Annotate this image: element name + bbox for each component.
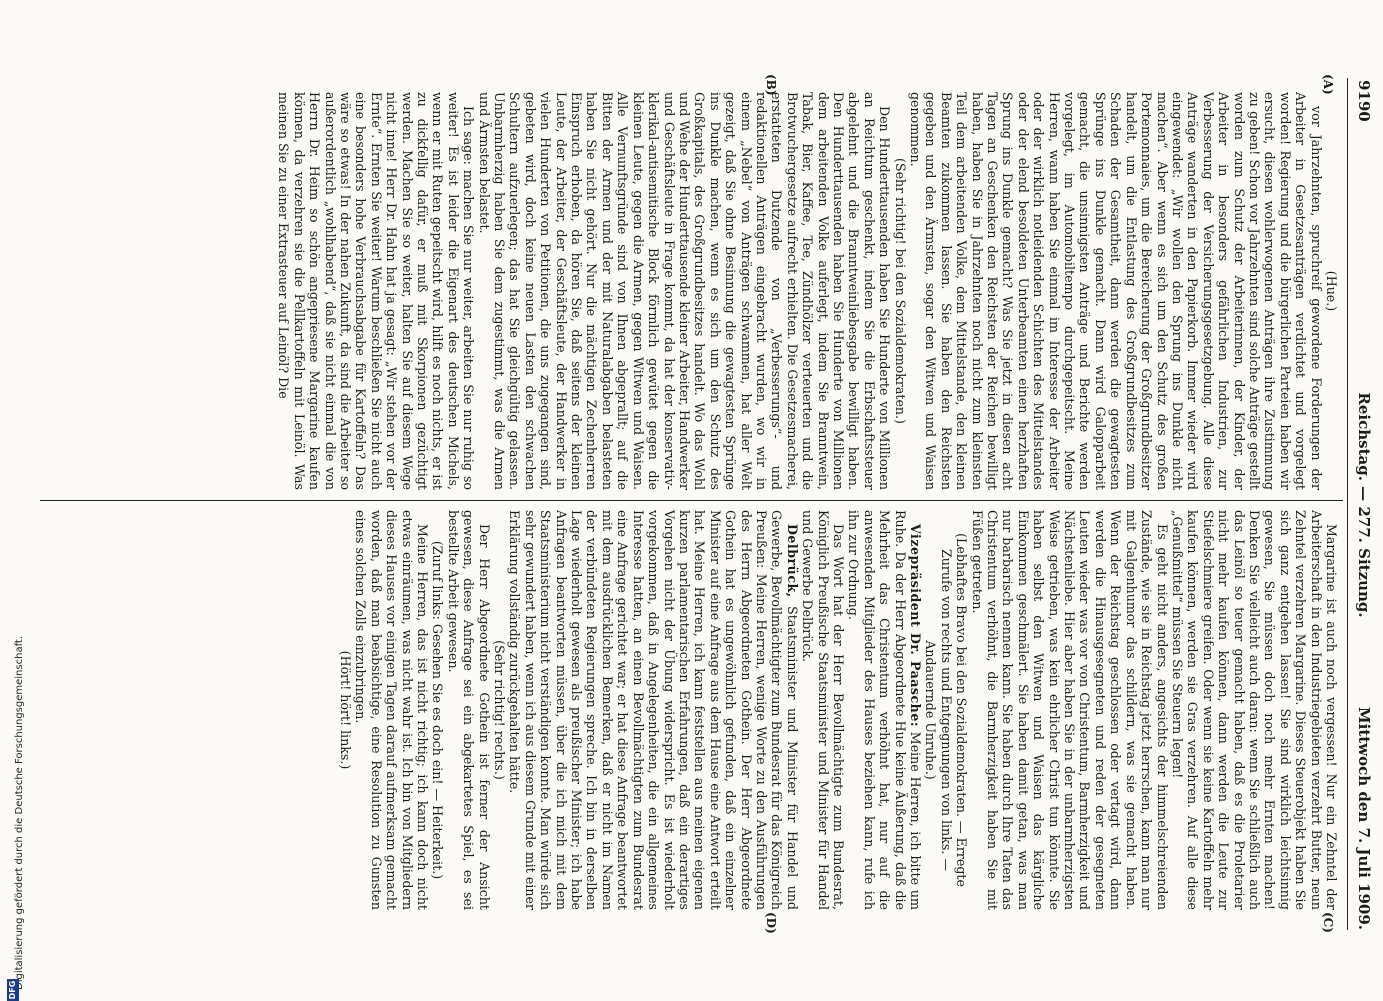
stage-direction: (Lebhaftes Bravo bei den Sozialdemokraten. — Erregte Zurufe von rechts und Entgegnungen von links. — Andauernde Unruhe.): [923, 510, 969, 910]
page-title: Reichstag. — 277. Sitzung.: [1355, 80, 1373, 930]
column-divider: [40, 500, 1343, 501]
footer: [14, 390, 20, 990]
footer-credit: Digitalisierung gefördert durch die Deutsche Forschungsgemeinschaft.: [14, 636, 25, 990]
speech-paragraph: [846, 510, 923, 910]
margin-mark-c: (C): [1321, 912, 1335, 933]
margin-mark-d: (D): [764, 912, 778, 934]
stage-direction: (Hört! hört! links.): [338, 510, 353, 910]
dfg-logo: DFG: [7, 979, 19, 1001]
body-paragraph: Margarine ist auch noch vergessen! Nur ein Zehntel der Arbeiterschaft in den Industriegebieten verzehrt Butter, neun Zehntel verzehren Margarine. Dieses Steuerobjekt haben Sie sich ganz entgehen lassen! Sie sind wirklich leichtsinnig gewesen, Sie müssen doch noch mehr Ernten machen! Denken Sie vielleicht auch daran: wenn Sie schließlich auch das Leinöl so teuer gemacht haben, daß es die Proletarier nicht mehr kaufen können, dann werden die Leute zur Stiefelschmiere greifen. Oder wenn sie keine Kartoffeln mehr kaufen können, werden sie Gras verzehren. Auf alle diese „Genußmittel“ müssen Sie Steuern legen!: [1170, 510, 1339, 910]
margin-mark-a: (A): [1321, 74, 1335, 95]
body-paragraph: Meine Herren, das ist nicht richtig; ich kann doch nicht etwas einräumen, was nicht wahr ist. Ich bin von Mitgliedern dieses Hauses vor einigen Tagen darauf aufmerksam gemacht worden, daß man beabsichtige, eine Resolution zu Gunsten eines solchen Zolls einzubringen.: [353, 510, 430, 910]
page-header: [1351, 80, 1373, 930]
right-column: [45, 510, 1339, 910]
page-number: 9190: [1355, 80, 1373, 122]
session-date: Mittwoch den 7. Juli 1909.: [1355, 707, 1373, 930]
body-paragraph: Den Hunderttausenden haben Sie Hunderte von Millionen an Reichtum geschenkt, indem Sie die Erbschaftssteuer abgelehnt und die Branntweinliebesgabe bewilligt haben. Den Hunderttausenden haben Sie Hunderte von Millionen dem arbeitenden Volke auferlegt, indem Sie Branntwein, Tabak, Bier, Kaffee, Tee, Zündhölzer verteuerten und die Brotwuchergesetze aufrecht erhielten. Die Gesetzesmacherei, erstatteten Dutzende von „Verbesserungs“- und redaktionellen Anträgen eingebracht wurden, wo wir in einem „Nebel“ von Anträgen schwammen, hat aller Welt gezeigt, daß Sie ohne Besinnung die gewagtesten Sprünge ins Dunkle machen, wenn es sich um den Schutz des Großkapitals, des Großgrundbesitzes handelt. Wo das Wohl und Wehe der Hunderttausende kleiner Arbeiter, Handwerker und Geschäftsleute in Frage kommt, da hat der konservativ-klerikal-antisemitische Block förmlich gewütet gegen die kleinen Leute, gegen die Armen, gegen Witwen und Waisen. Alle Vernunftsgründe sind von Ihnen abgeprallt; auf die Bitten der Armen und der mit Naturalabgaben belasteten haben Sie nicht gehört. Nur die mächtigen Zechenherren Einspruch erhoben, da hören Sie, daß seitens der kleinen Leute, der Arbeiter, der Geschäftsleute, der Handwerker in vielen Hunderten von Petitionen, die uns zugegangen sind, gebeten wird, doch keine neuen Lasten den schwachen Schultern aufzuerlegen; das hat Sie gleichgültig gelassen. Unbarmherzig haben Sie dem zugestimmt, was die Armen und Ärmsten belastet.: [476, 92, 892, 490]
body-paragraph: vor Jahrzehnten, spruchreif gewordene Forderungen der Arbeiter in Gesetzesanträgen verdichtet und vorgelegt worden! Regierung und die bürgerlichen Parteien haben wir ersucht, diesen wohlerwogenen Anträgen ihre Zustimmung zu geben! Schon vor Jahrzehnten sind solche Anträge gestellt worden zum Schutz der Arbeiterinnen, der Kinder, der Arbeiter in besonders gefährlichen Industrien, zur Verbesserung der Versicherungsgesetzgebung. Alle diese Anträge wanderten in den Papierkorb. Immer wieder wird eingewendet: „Wir wollen den Sprung ins Dunkle nicht machen“. Aber wenn es sich um den Schutz des großen Portemonnaies, um die Bereicherung der Großgrundbesitzer handelt, um die Entlastung des Großgrundbesitzes zum Schaden der Gesamtheit, dann werden die gewagtesten Sprünge ins Dunkle gemacht. Dann wird Galopparbeit gemacht, die unsinnigsten Anträge und Berichte werden vorgelegt, im Automobiltempo durchgepeitscht. Meine Herren, wann haben Sie einmal im Interesse der Arbeiter oder der wirklich notleidenden Schichten des Mittelstandes oder der elend besoldeten Unterbeamten einen herzhaften Sprung ins Dunkle gemacht? Was Sie jetzt in diesen acht Tagen an Geschenken den Reichsten der Reichen bewilligt haben, haben Sie in Jahrzehnten noch nicht zum kleinsten Teil dem arbeitenden Volke, dem Mittelstande, den kleinen Beamten zukommen lassen. Sie haben den Reichsten gegeben und den Ärmsten, sogar den Witwen und Waisen genommen.: [908, 92, 1324, 490]
stage-direction: (Sehr richtig! rechts.): [492, 510, 507, 910]
speech-paragraph: [507, 510, 800, 910]
body-paragraph: Es geht nicht anders, angesichts der himmelschreienden Zustände, wie sie in Reichstag jetzt herrschen, kann man nur mit Galgenhumor das schildern, was sie gemacht haben. Wenn der Reichstag geschlossen oder vertagt wird, dann werden die Hinausgesegneten und reden der gesegneten Leuten wieder was vor von Christentum, Barmherzigkeit und Nächstenliebe. Hier aber haben Sie in der unbarmherzigsten Weise getrieben, was kein ehrlicher Christ tun könnte. Sie haben selbst den Witwen und Waisen das kärgliche Einkommen geschmälert. Sie haben damit getan, was man nur barbarisch nennen kann. Sie haben durch Ihre Taten das Christentum verhöhnt, die Barmherzigkeit haben Sie mit Füßen getreten.: [969, 510, 1169, 910]
stage-direction: (Zuruf links: Gesehen Sie es doch ein! — Heiterkeit.): [430, 510, 445, 910]
stage-direction: (Sehr richtig! bei den Sozialdemokraten.): [892, 92, 907, 490]
stage-direction: (Hue.): [1324, 92, 1339, 490]
body-paragraph: Ich sage: machen Sie nur weiter, arbeiten Sie nur ruhig so weiter! Es ist leider die Eigenart des deutschen Michels, wenn er mit Ruten gepeitscht wird, hilft es noch nichts, er ist zu dickfellig dafür, er muß mit Skorpionen gezüchtigt werden. Machen Sie so weiter, halten Sie auf diesem Wege nicht inne! Herr Dr. Hahn hat ja gesagt: „Wir stehen vor der Ernte“. Ernten Sie weiter! Warum beschließen Sie nicht auch eine besonders hohe Verbrauchsabgabe für Kartoffeln? Das wäre so etwas! In der nahen Zukunft, da sind die Arbeiter so außerordentlich „wohlhabend“, daß sie nicht einmal die von Herrn Dr. Heim so schön angepriesene Margarine kaufen können, da verzehren sie die Pellkartoffeln mit Leinöl. Was meinen Sie zu einer Extrasteuer auf Leinöl? Die: [276, 92, 476, 490]
speaker-name: Vizepräsident Dr. Paasche:: [908, 524, 923, 727]
speech-text: Meine Herren, ich bitte um Ruhe. Da der Herr Abgeordnete Hue keine Äußerung, daß die Mehrheit das Christentum verhöhnt hat, nur auf die anwesenden Mitglieder des Hauses beziehen kann, rufe ich ihn zur Ordnung.: [846, 510, 923, 910]
left-column: [45, 92, 1339, 490]
speaker-name: Delbrück,: [785, 524, 800, 598]
body-paragraph: Das Wort hat der Herr Bevollmächtigte zum Bundesrat, Königlich Preußische Staatsminister und Minister für Handel und Gewerbe Delbrück.: [800, 510, 846, 910]
body-paragraph: Der Herr Abgeordnete Gothein ist ferner der Ansicht gewesen, diese Anfrage sei ein abgekartetes Spiel, es sei bestellte Arbeit gewesen.: [445, 510, 491, 910]
header-rule: [1347, 78, 1348, 930]
speech-text: Staatsminister und Minister für Handel und Gewerbe, Bevollmächtigter zum Bundesrat für das Königreich Preußen: Meine Herren, wenige Worte zu den Ausführungen des Herrn Abgeordneten Gothein. Der Herr Abgeordnete Gothein hat es ungewöhnlich gefunden, daß ein einzelner Minister auf eine Anfrage aus dem Hause eine Antwort erteilt hat. Meine Herren, ich kann feststellen aus meinen eigenen kurzen parlamentarischen Erfahrungen, daß ein derartiges Vorgehen nicht der Übung widerspricht. Es ist wiederholt vorgekommen, daß in Angelegenheiten, die ein allgemeines Interesse hatten, an einen Bevollmächtigten zum Bundesrat eine Anfrage gerichtet war; er hat diese Anfrage beantwortet mit dem ausdrücklichen Bemerken, daß er nicht im Namen der verbündeten Regierungen spreche. Ich bin in derselben Lage wiederholt gewesen als preußischer Minister; ich habe Anfragen beantworten müssen, über die ich mich mit dem Staatsministerium nicht verständigen konnte. Man würde sich sehr gewundert haben, wenn ich aus diesem Grunde mit einer Erklärung vollständig zurückgehalten hätte.: [507, 510, 799, 910]
margin-mark-b: (B): [764, 74, 778, 96]
